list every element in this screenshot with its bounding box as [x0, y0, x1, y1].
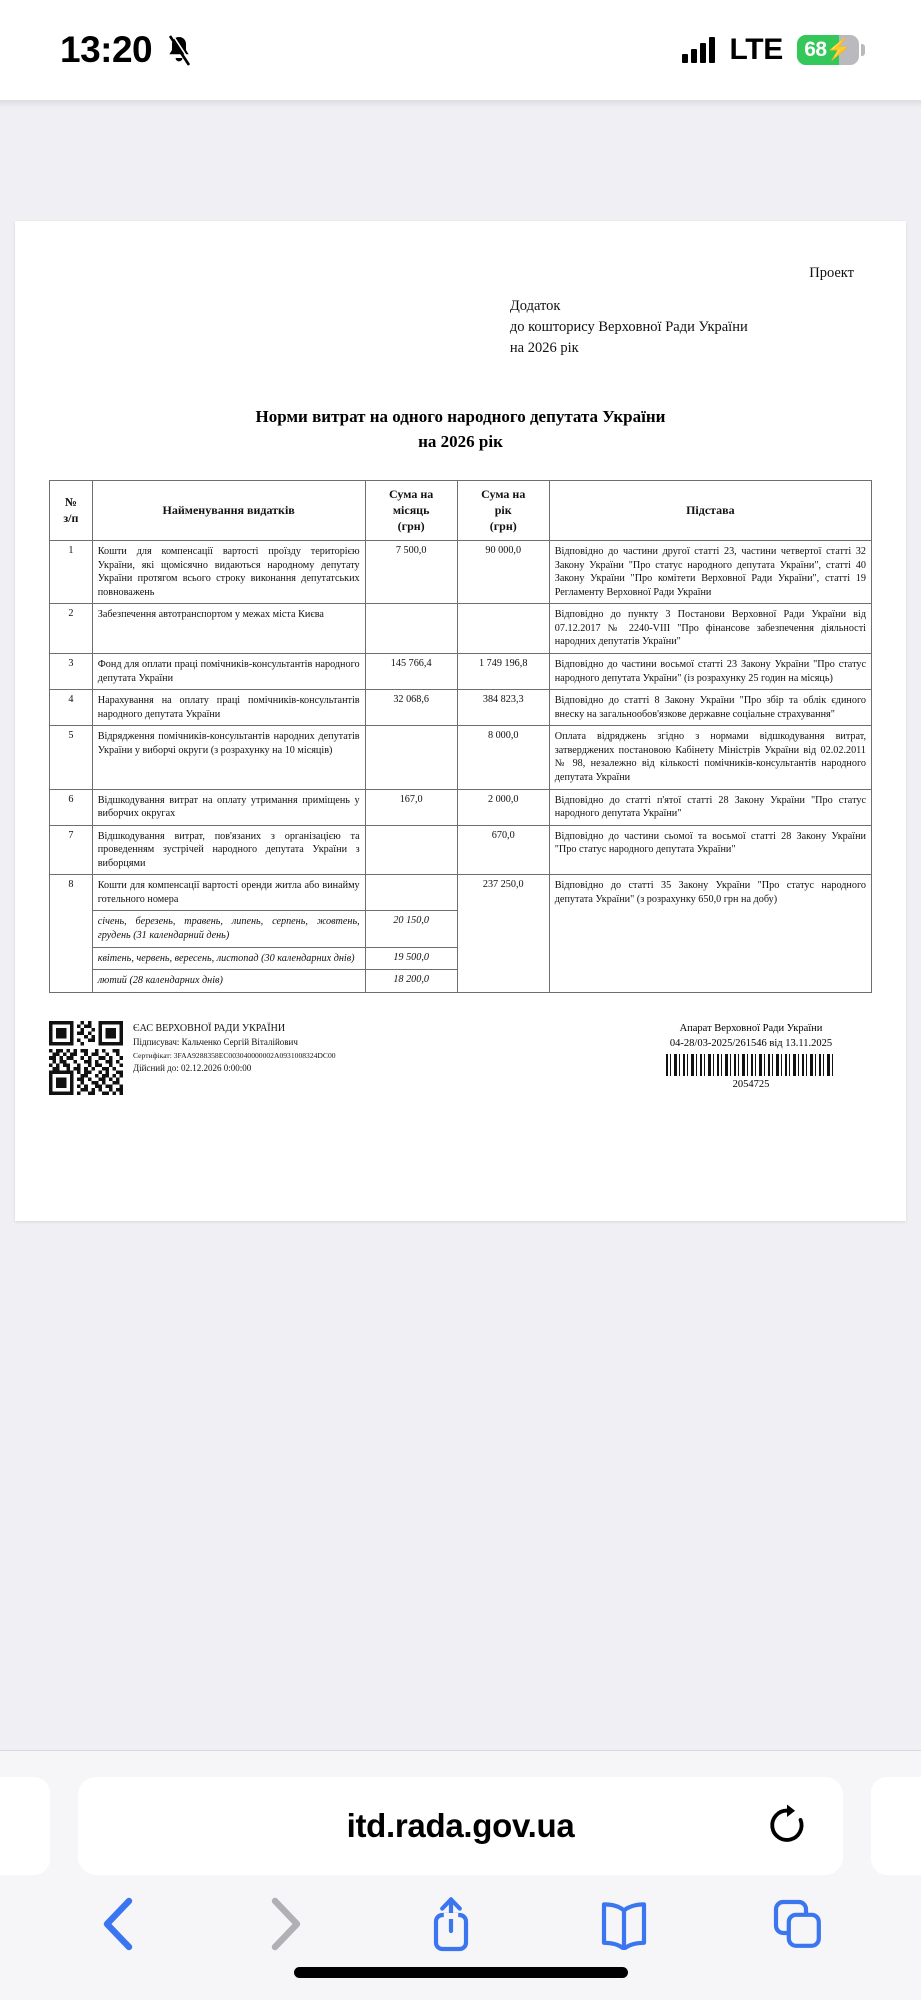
- page-title-line-2: на 2026 рік: [418, 431, 503, 451]
- cell-no: 3: [50, 654, 93, 690]
- status-bar-left: [60, 29, 194, 71]
- column-header-basis: Підстава: [549, 481, 871, 541]
- cell-year: 90 000,0: [457, 541, 549, 604]
- page-title: [75, 405, 846, 454]
- cell-year: 8 000,0: [457, 726, 549, 789]
- cell-no: 6: [50, 789, 93, 825]
- cell-subrow-month: 18 200,0: [365, 970, 457, 993]
- cell-name: Кошти для компенсації вартості оренди житла або винайму готельного номера: [92, 875, 365, 911]
- cell-month: [365, 726, 457, 789]
- page-title-line-1: Норми витрат на одного народного депутата України: [255, 407, 666, 427]
- cell-subrow-name: лютий (28 календарних днів): [92, 970, 365, 993]
- qr-code-icon: [49, 1021, 123, 1095]
- cell-no: 2: [50, 604, 93, 654]
- cell-year: 670,0: [457, 825, 549, 875]
- cell-basis: Відповідно до частини другої статті 23, частини четвертої статті 32 Закону України "Про статус народного депутата України", статті 40 Закону України "Про комітети Верховної Ради України", статті 19 Регламенту Верховної Ради України: [549, 541, 871, 604]
- scroll-shadow: [0, 100, 921, 108]
- url-row: [0, 1751, 921, 1869]
- cell-year: 1 749 196,8: [457, 654, 549, 690]
- forward-button[interactable]: [263, 1897, 305, 1951]
- column-header-year-line2: рік: [494, 502, 512, 517]
- barcode-image: [666, 1054, 836, 1076]
- cell-no: 8: [50, 875, 93, 992]
- cell-basis: Оплата відряджень згідно з нормами відшкодування витрат, затверджених постановою Кабінету Міністрів України від 02.02.2011 № 98, незалежно від кількості помічників-консультантів народного депутата України: [549, 726, 871, 789]
- back-button[interactable]: [99, 1897, 141, 1951]
- cell-name: Відшкодування витрат, пов'язаних з організацією та проведенням зустрічей народного депутата України з виборцями: [92, 825, 365, 875]
- table-row: [50, 825, 872, 875]
- battery-icon: [797, 35, 859, 65]
- status-bar-right: [682, 33, 865, 67]
- addressee-block: [510, 296, 872, 359]
- column-header-month-line3: (грн): [397, 518, 425, 533]
- cell-no: 4: [50, 690, 93, 726]
- cell-name: Забезпечення автотранспортом у межах міста Києва: [92, 604, 365, 654]
- cell-month: 7 500,0: [365, 541, 457, 604]
- cell-name: Фонд для оплати праці помічників-консультантів народного депутата України: [92, 654, 365, 690]
- document-page: [15, 221, 906, 1221]
- table-row: [50, 789, 872, 825]
- cell-basis: Відповідно до статті п'ятої статті 28 Закону України "Про статус народного депутата України": [549, 789, 871, 825]
- table-row: [50, 604, 872, 654]
- cell-name: Відрядження помічників-консультантів народних депутатів України у виборчі округи (з розрахунку на 10 місяців): [92, 726, 365, 789]
- document-footer: [49, 1021, 872, 1095]
- expense-norms-table: [49, 480, 872, 992]
- cell-year: [457, 604, 549, 654]
- cell-subrow-month: 19 500,0: [365, 947, 457, 970]
- table-row: [50, 654, 872, 690]
- cell-year: 2 000,0: [457, 789, 549, 825]
- document-header: [49, 265, 872, 359]
- addressee-line-2: до кошторису Верховної Ради України: [509, 319, 748, 336]
- cell-name: Нарахування на оплату праці помічників-консультантів народного депутата України: [92, 690, 365, 726]
- addressee-line-3: на 2026 рік: [509, 340, 579, 357]
- column-header-year-line1: Сума на: [481, 487, 526, 502]
- cell-month: [365, 875, 457, 911]
- apparat-reference: 04-28/03-2025/261546 від 13.11.2025: [669, 1037, 833, 1049]
- barcode-number: 2054725: [732, 1079, 770, 1091]
- browser-bottom-bar: [0, 1750, 921, 2000]
- column-header-no: [50, 481, 93, 541]
- url-text[interactable]: itd.rada.gov.ua: [346, 1807, 575, 1844]
- table-row: [50, 541, 872, 604]
- address-bar[interactable]: [78, 1777, 843, 1875]
- cell-year: 384 823,3: [457, 690, 549, 726]
- signature-certificate: Сертифікат: 3FAA9288358EC003040000002A0931008324DC00: [133, 1051, 336, 1061]
- column-header-year-line3: (грн): [489, 518, 517, 533]
- reload-icon[interactable]: [765, 1802, 809, 1850]
- previous-tab-peek[interactable]: [0, 1777, 50, 1875]
- column-header-month-line2: місяць: [392, 502, 430, 517]
- apparat-block: [666, 1021, 872, 1093]
- home-indicator: [294, 1967, 628, 1978]
- table-header: [50, 481, 872, 541]
- column-header-no-line1: №: [64, 495, 77, 510]
- cell-name: Кошти для компенсації вартості проїзду територією України, які щомісячно видаються народному депутату України протягом всього строку виконання депутатських повноважень: [92, 541, 365, 604]
- column-header-month: [365, 481, 457, 541]
- web-page-viewport[interactable]: [0, 100, 921, 1750]
- cell-no: 7: [50, 825, 93, 875]
- column-header-no-line2: з/п: [63, 510, 79, 525]
- cell-month: 32 068,6: [365, 690, 457, 726]
- charging-bolt-icon: ⚡: [825, 38, 852, 61]
- battery-cap: [861, 44, 865, 56]
- signature-system: ЄАС ВЕРХОВНОЇ РАДИ УКРАЇНИ: [133, 1022, 286, 1034]
- status-bar: [0, 0, 921, 100]
- cell-year: 237 250,0: [457, 875, 549, 992]
- cell-month: [365, 604, 457, 654]
- cell-name: Відшкодування витрат на оплату утримання приміщень у виборчих округах: [92, 789, 365, 825]
- project-label: Проект: [809, 265, 854, 281]
- column-header-month-line1: Сума на: [389, 487, 434, 502]
- cell-basis: Відповідно до частини сьомої та восьмої статті 28 Закону України "Про статус народного депутата України": [549, 825, 871, 875]
- cell-basis: Відповідно до пункту 3 Постанови Верховної Ради України від 07.12.2017 № 2240-VIII "Про фінансове забезпечення діяльності народних депутатів України": [549, 604, 871, 654]
- table-body: [50, 541, 872, 993]
- bookmarks-icon[interactable]: [598, 1898, 650, 1950]
- addressee-line-1: Додаток: [509, 298, 561, 314]
- cell-subrow-month: 20 150,0: [365, 911, 457, 947]
- table-header-row: [50, 481, 872, 541]
- next-tab-peek[interactable]: [871, 1777, 921, 1875]
- cell-basis: Відповідно до частини восьмої статті 23 Закону України "Про статус народного депутата України" (із розрахунку 25 годин на місяць): [549, 654, 871, 690]
- cell-month: 145 766,4: [365, 654, 457, 690]
- network-type-label: LTE: [729, 33, 783, 66]
- tabs-icon[interactable]: [772, 1898, 822, 1950]
- cell-subrow-name: січень, березень, травень, липень, серпень, жовтень, грудень (31 календарний день): [92, 911, 365, 947]
- signature-block: [133, 1021, 336, 1076]
- battery-percent-label: 68: [804, 38, 827, 61]
- cell-month: [365, 825, 457, 875]
- cell-subrow-name: квітень, червень, вересень, листопад (30 календарних днів): [92, 947, 365, 970]
- battery-indicator: [797, 35, 865, 65]
- share-icon[interactable]: [427, 1895, 475, 1953]
- column-header-name: Найменування видатків: [92, 481, 365, 541]
- cell-basis: Відповідно до статті 8 Закону України "Про збір та облік єдиного внеску на загальнообов'язкове державне соціальне страхування": [549, 690, 871, 726]
- bell-slash-icon: [164, 34, 194, 67]
- column-header-year: [457, 481, 549, 541]
- signal-bars-icon: [682, 37, 715, 63]
- table-row: [50, 690, 872, 726]
- table-row: [50, 726, 872, 789]
- cell-basis: Відповідно до статті 35 Закону України "Про статус народного депутата України" (з розрахунку 650,0 грн на добу): [549, 875, 871, 992]
- clock: 13:20: [60, 29, 153, 70]
- cell-no: 1: [50, 541, 93, 604]
- browser-toolbar: [0, 1881, 921, 1967]
- signature-valid-until: Дійсний до: 02.12.2026 0:00:00: [133, 1062, 252, 1073]
- apparat-org: Апарат Верховної Ради України: [679, 1022, 823, 1034]
- cell-month: 167,0: [365, 789, 457, 825]
- signature-signer: Підписувач: Кальченко Сергій Віталійович: [133, 1037, 298, 1048]
- table-row: [50, 875, 872, 911]
- cell-no: 5: [50, 726, 93, 789]
